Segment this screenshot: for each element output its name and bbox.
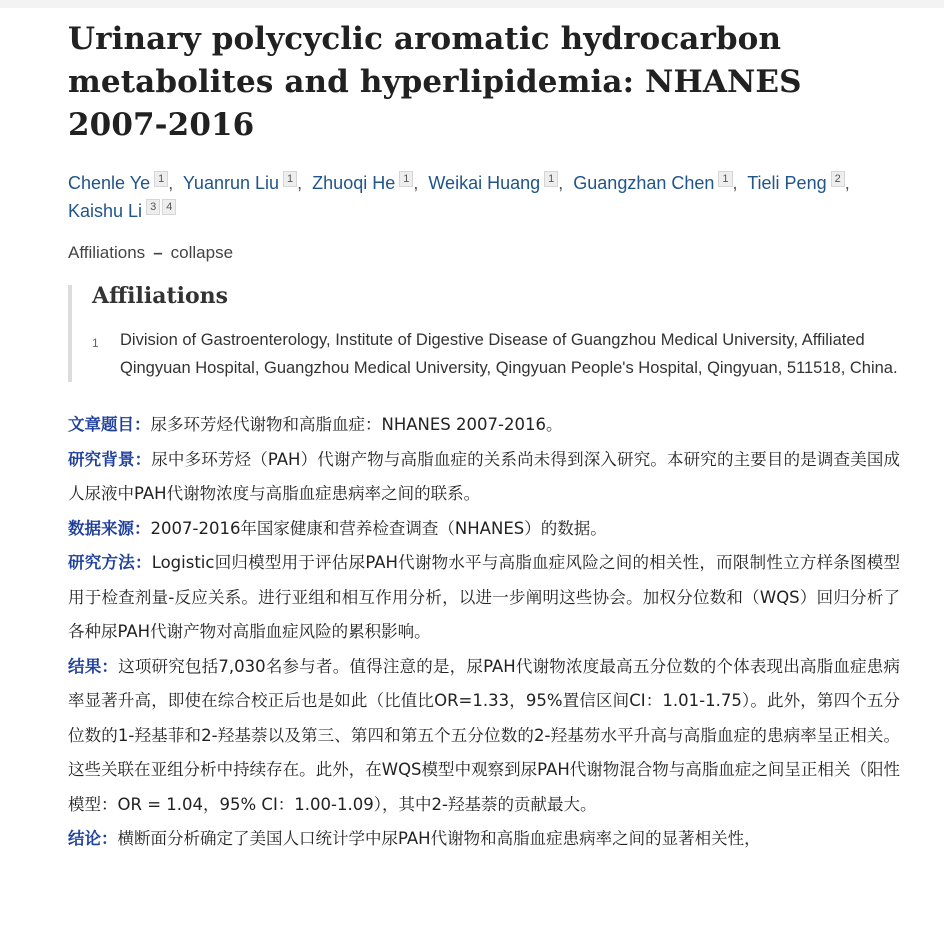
affiliation-ref[interactable]: 1 <box>399 171 413 187</box>
section-label: 结论： <box>68 829 118 848</box>
affiliation-ref[interactable]: 1 <box>718 171 732 187</box>
author-3: Weikai Huang 1 , <box>428 173 564 193</box>
affiliation-ref[interactable]: 3 <box>146 199 160 215</box>
author-name[interactable]: Guangzhan Chen <box>573 173 715 193</box>
author-name[interactable]: Kaishu Li <box>68 201 143 221</box>
affiliation-ref[interactable]: 1 <box>544 171 558 187</box>
abstract-paragraph <box>68 822 900 857</box>
section-label: 研究背景： <box>68 449 152 469</box>
affiliations-toggle-label: Affiliations <box>68 243 146 262</box>
affiliations-heading: Affiliations <box>92 283 229 309</box>
author-6 <box>68 201 176 221</box>
section-text: 2007-2016年国家健康和营养检查调查（NHANES）的数据。 <box>150 518 607 538</box>
section-label: 结果： <box>68 656 119 676</box>
section-text: 横断面分析确定了美国人口统计学中尿PAH代谢物和高脂血症患病率之间的显著相关性， <box>117 829 761 848</box>
author-4: Guangzhan Chen 1 , <box>573 173 738 193</box>
author-1: Yuanrun Liu 1 , <box>182 173 303 193</box>
author-name[interactable]: Yuanrun Liu <box>182 173 280 193</box>
affiliation-number: 1 <box>92 336 99 350</box>
affiliation-ref[interactable]: 4 <box>162 199 176 215</box>
author-2: Zhuoqi He 1 , <box>312 173 419 193</box>
section-label: 数据来源： <box>68 518 151 538</box>
abstract-translation <box>68 408 900 857</box>
author-list <box>68 169 908 225</box>
abstract-paragraph <box>68 408 900 443</box>
author-5: Tieli Peng 2 , <box>747 173 850 193</box>
author-name[interactable]: Weikai Huang <box>428 173 541 193</box>
affiliation-text: Division of Gastroenterology, Institute of Digestive Disease of Guangzhou Medical University, Affiliated Qingyuan Hospital, Guangzhou Medical University, Qingyuan People's Hospital, Qingyuan, 511518, China. <box>120 331 898 377</box>
section-text: 尿中多环芳烃（PAH）代谢产物与高脂血症的关系尚未得到深入研究。本研究的主要目的是调查美国成人尿液中PAH代谢物浓度与高脂血症患病率之间的联系。 <box>68 449 901 503</box>
section-text: 这项研究包括7,030名参与者。值得注意的是，尿PAH代谢物浓度最高五分位数的个体表现出高脂血症患病率显著升高，即使在综合校正后也是如此（比值比OR=1.33，95%置信区间CI：1.01-1.75）。此外，第四个五分位数的1-羟基菲和2-羟基萘以及第三、第四和第五个五分位数的2-羟基芴水平升高与高脂血症的患病率呈正相关。这些关联在亚组分析中持续存在。此外，在WQS模型中观察到尿PAH代谢物混合物与高脂血症之间呈正相关（阳性模型：OR = 1.04，95% CI：1.00-1.09），其中2-羟基萘的贡献最大。 <box>68 656 901 814</box>
collapse-dash-icon: – <box>153 243 163 262</box>
section-text: Logistic回归模型用于评估尿PAH代谢物水平与高脂血症风险之间的相关性，而限制性立方样条图模型用于检查剂量-反应关系。进行亚组和相互作用分析，以进一步阐明这些协会。加权分位数和（WQS）回归分析了各种尿PAH代谢产物对高脂血症风险的累积影响。 <box>68 553 900 641</box>
abstract-paragraph <box>68 546 900 650</box>
abstract-paragraph <box>68 443 900 512</box>
affiliations-panel <box>68 285 912 382</box>
affiliations-toggle[interactable] <box>68 243 908 263</box>
top-scroll-strip <box>0 0 944 8</box>
affiliation-item <box>92 327 912 382</box>
collapse-label[interactable]: collapse <box>170 243 234 262</box>
author-name[interactable]: Zhuoqi He <box>312 173 396 193</box>
article-title: Urinary polycyclic aromatic hydrocarbon metabolites and hyperlipidemia: NHANES 2007-2016 <box>68 21 802 143</box>
affiliation-ref[interactable]: 1 <box>283 171 297 187</box>
section-label: 文章题目： <box>68 415 151 434</box>
author-name[interactable]: Chenle Ye <box>68 173 151 193</box>
affiliation-ref[interactable]: 1 <box>154 171 168 187</box>
author-name[interactable]: Tieli Peng <box>747 173 827 193</box>
abstract-paragraph <box>68 512 900 547</box>
section-text: 尿多环芳烃代谢物和高脂血症：NHANES 2007-2016。 <box>150 415 563 434</box>
section-label: 研究方法： <box>68 553 152 572</box>
abstract-paragraph <box>68 650 900 823</box>
author-0: Chenle Ye 1 , <box>68 173 174 193</box>
affiliation-ref[interactable]: 2 <box>831 171 845 187</box>
article-header <box>68 18 908 382</box>
